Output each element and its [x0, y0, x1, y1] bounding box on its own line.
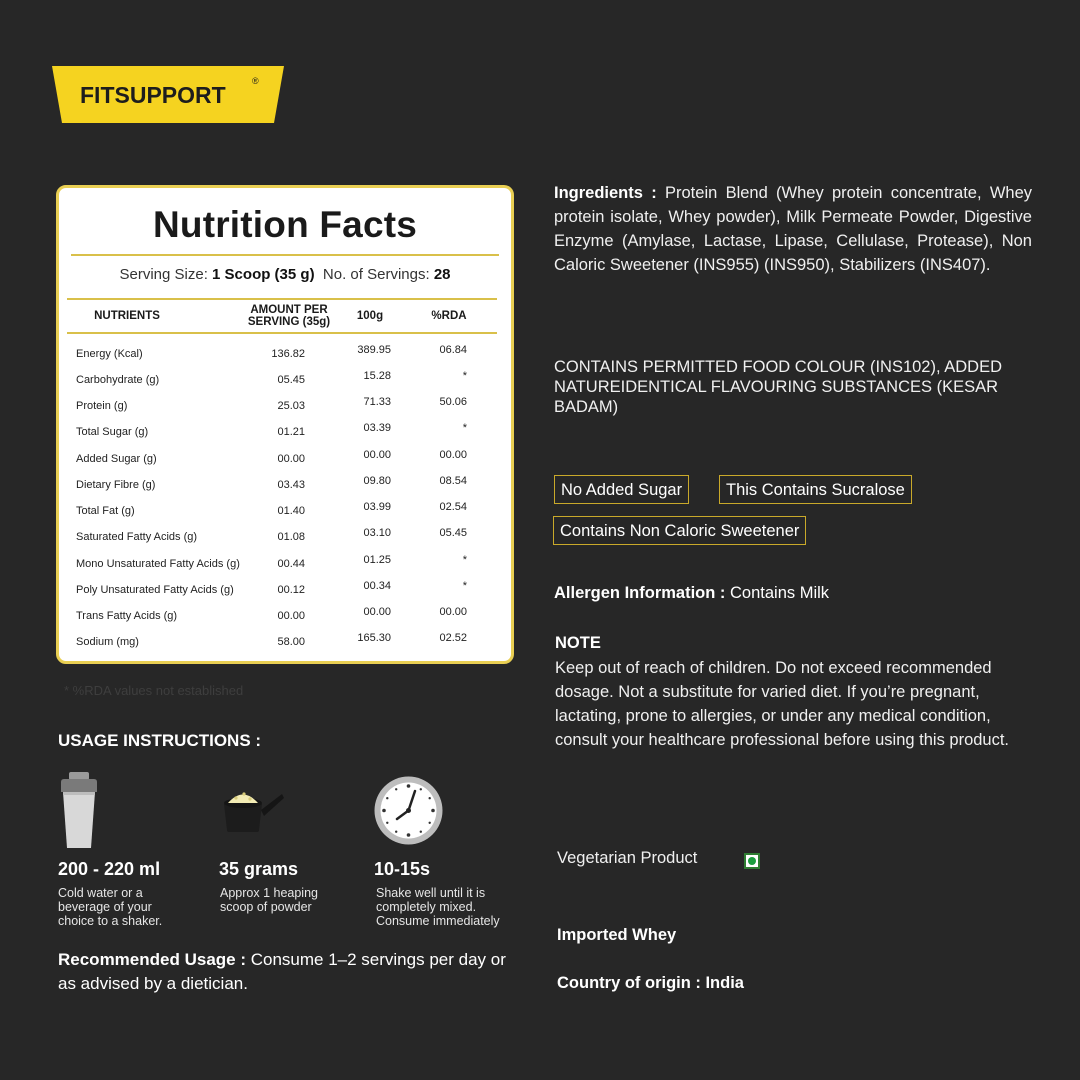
nutrient-rda-value: 08.54 — [439, 475, 467, 487]
clock-icon — [373, 775, 444, 846]
usage-water-desc-line: beverage of your — [58, 900, 152, 914]
nutrient-row — [59, 396, 511, 420]
nutrient-name: Carbohydrate (g) — [76, 374, 160, 386]
ingredients-label: Ingredients : — [554, 184, 657, 202]
nutrient-row — [59, 580, 511, 604]
recommended-usage-label: Recommended Usage : — [58, 950, 246, 969]
nutrient-serving-value: 01.08 — [277, 531, 305, 543]
contains-statement: CONTAINS PERMITTED FOOD COLOUR (INS102), ADDED NATUREIDENTICAL FLAVOURING SUBSTANCES (KESAR BADAM) — [554, 358, 1002, 416]
nutrient-rda-value: 05.45 — [439, 527, 467, 539]
badge-non-caloric-sweetener: Contains Non Caloric Sweetener — [553, 516, 806, 545]
nutrient-row — [59, 344, 511, 368]
header-top-divider — [67, 298, 497, 300]
nutrient-name: Energy (Kcal) — [76, 348, 143, 360]
nutrient-serving-value: 00.00 — [277, 610, 305, 622]
note-text: Keep out of reach of children. Do not exceed recommended dosage. Not a substitute for varied diet. If you’re pregnant, lactating, prone to allergies, or under any medical condition, consult your healthcare professional before using this product. — [555, 659, 1010, 749]
nutrient-rda-value: * — [462, 554, 467, 566]
nutrient-rda-value: * — [462, 580, 467, 592]
country-of-origin: Country of origin : India — [557, 974, 744, 992]
nutrient-name: Total Fat (g) — [76, 505, 135, 517]
header-per-100g: 100g — [356, 310, 384, 322]
nutrient-100g-value: 01.25 — [363, 554, 391, 566]
vegetarian-label: Vegetarian Product — [557, 849, 698, 867]
nutrient-name: Sodium (mg) — [76, 636, 139, 648]
logo-text: FITSUPPORT — [80, 82, 226, 108]
header-rda: %RDA — [431, 310, 467, 322]
recommended-usage-text: Consume 1–2 servings per day or as advised by a dietician. — [58, 950, 506, 993]
servings-label: No. of Servings: — [322, 266, 430, 283]
nutrient-serving-value: 03.43 — [277, 479, 305, 491]
nutrient-serving-value: 00.12 — [277, 584, 305, 596]
usage-shake-desc-line: Consume immediately — [376, 914, 500, 928]
nutrient-serving-value: 00.44 — [277, 558, 305, 570]
nutrition-facts-title: Nutrition Facts — [152, 204, 418, 245]
title-divider — [71, 254, 499, 256]
usage-powder-desc-line: Approx 1 heaping — [220, 886, 318, 900]
nutrient-row — [59, 554, 511, 578]
serving-size-label: Serving Size: — [119, 266, 208, 283]
allergen-information — [554, 584, 829, 603]
nutrient-100g-value: 03.10 — [363, 527, 391, 539]
nutrient-serving-value: 00.00 — [277, 453, 305, 465]
vegetarian-symbol-icon — [744, 853, 760, 869]
header-bottom-divider — [67, 332, 497, 334]
nutrient-100g-value: 389.95 — [357, 344, 391, 356]
usage-shake-desc-line: completely mixed. — [376, 900, 477, 914]
nutrient-name: Poly Unsaturated Fatty Acids (g) — [76, 584, 234, 596]
nutrient-100g-value: 71.33 — [363, 396, 391, 408]
allergen-text: Contains Milk — [725, 584, 830, 602]
nutrient-row — [59, 370, 511, 394]
usage-powder-desc-line: scoop of powder — [220, 900, 312, 914]
nutrient-rda-value: 02.52 — [439, 632, 467, 644]
nutrient-rda-value: * — [462, 370, 467, 382]
ingredients-block — [554, 181, 1032, 277]
nutrient-row — [59, 475, 511, 499]
nutrient-serving-value: 136.82 — [271, 348, 305, 360]
nutrient-name: Mono Unsaturated Fatty Acids (g) — [76, 558, 240, 570]
nutrient-rda-value: 00.00 — [439, 606, 467, 618]
serving-size-value: 1 Scoop (35 g) — [212, 266, 315, 283]
ingredients-text: Protein Blend (Whey protein concentrate, Whey protein isolate, Whey powder), Milk Permeate Powder, Digestive Enzyme (Amylase, Lactase, Lipase, Cellulase, Protease), Non Caloric Sweetener (INS955) (INS950), Stabilizers (INS407). — [554, 184, 1033, 274]
usage-shake-desc-line: Shake well until it is — [376, 886, 486, 900]
nutrient-rda-value: * — [462, 422, 467, 434]
nutrient-rda-value: 06.84 — [439, 344, 467, 356]
usage-powder-desc — [220, 886, 318, 914]
nutrient-row — [59, 449, 511, 473]
nutrient-100g-value: 03.99 — [363, 501, 391, 513]
servings-value: 28 — [433, 266, 451, 283]
nutrient-name: Total Sugar (g) — [76, 426, 149, 438]
nutrient-100g-value: 00.00 — [363, 449, 391, 461]
nutrient-name: Saturated Fatty Acids (g) — [76, 531, 198, 543]
nutrition-facts-card — [56, 185, 514, 664]
header-nutrients: NUTRIENTS — [94, 310, 160, 322]
imported-whey: Imported Whey — [557, 926, 677, 944]
nutrient-name: Added Sugar (g) — [76, 453, 157, 465]
nutrient-serving-value: 25.03 — [277, 400, 305, 412]
rda-footnote: * %RDA values not established — [64, 683, 244, 698]
usage-water-value: 200 - 220 ml — [58, 859, 161, 879]
nutrient-100g-value: 165.30 — [357, 632, 391, 644]
nutrient-serving-value: 58.00 — [277, 636, 305, 648]
recommended-usage — [58, 948, 508, 996]
shaker-icon — [56, 770, 102, 850]
header-per-serving: AMOUNT PER SERVING (35g) — [247, 304, 331, 328]
serving-info — [59, 266, 511, 283]
nutrient-row — [59, 501, 511, 525]
usage-water-desc-line: choice to a shaker. — [58, 914, 163, 928]
nutrient-row — [59, 527, 511, 551]
badge-no-added-sugar: No Added Sugar — [554, 475, 689, 504]
usage-shake-desc — [376, 886, 500, 928]
nutrient-name: Dietary Fibre (g) — [76, 479, 156, 491]
nutrient-serving-value: 01.40 — [277, 505, 305, 517]
note-title: NOTE — [555, 634, 601, 652]
nutrient-100g-value: 00.34 — [363, 580, 391, 592]
fitsupport-logo — [52, 66, 284, 123]
scoop-icon — [222, 786, 284, 834]
usage-shake-value: 10-15s — [374, 859, 431, 879]
nutrient-rda-value: 02.54 — [439, 501, 467, 513]
badge-contains-sucralose: This Contains Sucralose — [719, 475, 912, 504]
nutrient-name: Protein (g) — [76, 400, 128, 412]
allergen-label: Allergen Information : — [554, 584, 726, 602]
nutrient-row — [59, 632, 511, 656]
usage-powder-value: 35 grams — [219, 859, 299, 879]
nutrient-serving-value: 05.45 — [277, 374, 305, 386]
nutrient-row — [59, 606, 511, 630]
nutrient-100g-value: 15.28 — [363, 370, 391, 382]
nutrient-100g-value: 03.39 — [363, 422, 391, 434]
logo-registered: ® — [252, 76, 259, 86]
usage-water-desc — [58, 886, 162, 928]
nutrient-row — [59, 422, 511, 446]
nutrient-name: Trans Fatty Acids (g) — [76, 610, 178, 622]
nutrient-100g-value: 09.80 — [363, 475, 391, 487]
usage-instructions-title: USAGE INSTRUCTIONS : — [58, 731, 262, 750]
logo-banner — [52, 66, 284, 123]
nutrient-rda-value: 00.00 — [439, 449, 467, 461]
nutrient-rda-value: 50.06 — [439, 396, 467, 408]
nutrient-100g-value: 00.00 — [363, 606, 391, 618]
usage-water-desc-line: Cold water or a — [58, 886, 143, 900]
nutrient-serving-value: 01.21 — [277, 426, 305, 438]
